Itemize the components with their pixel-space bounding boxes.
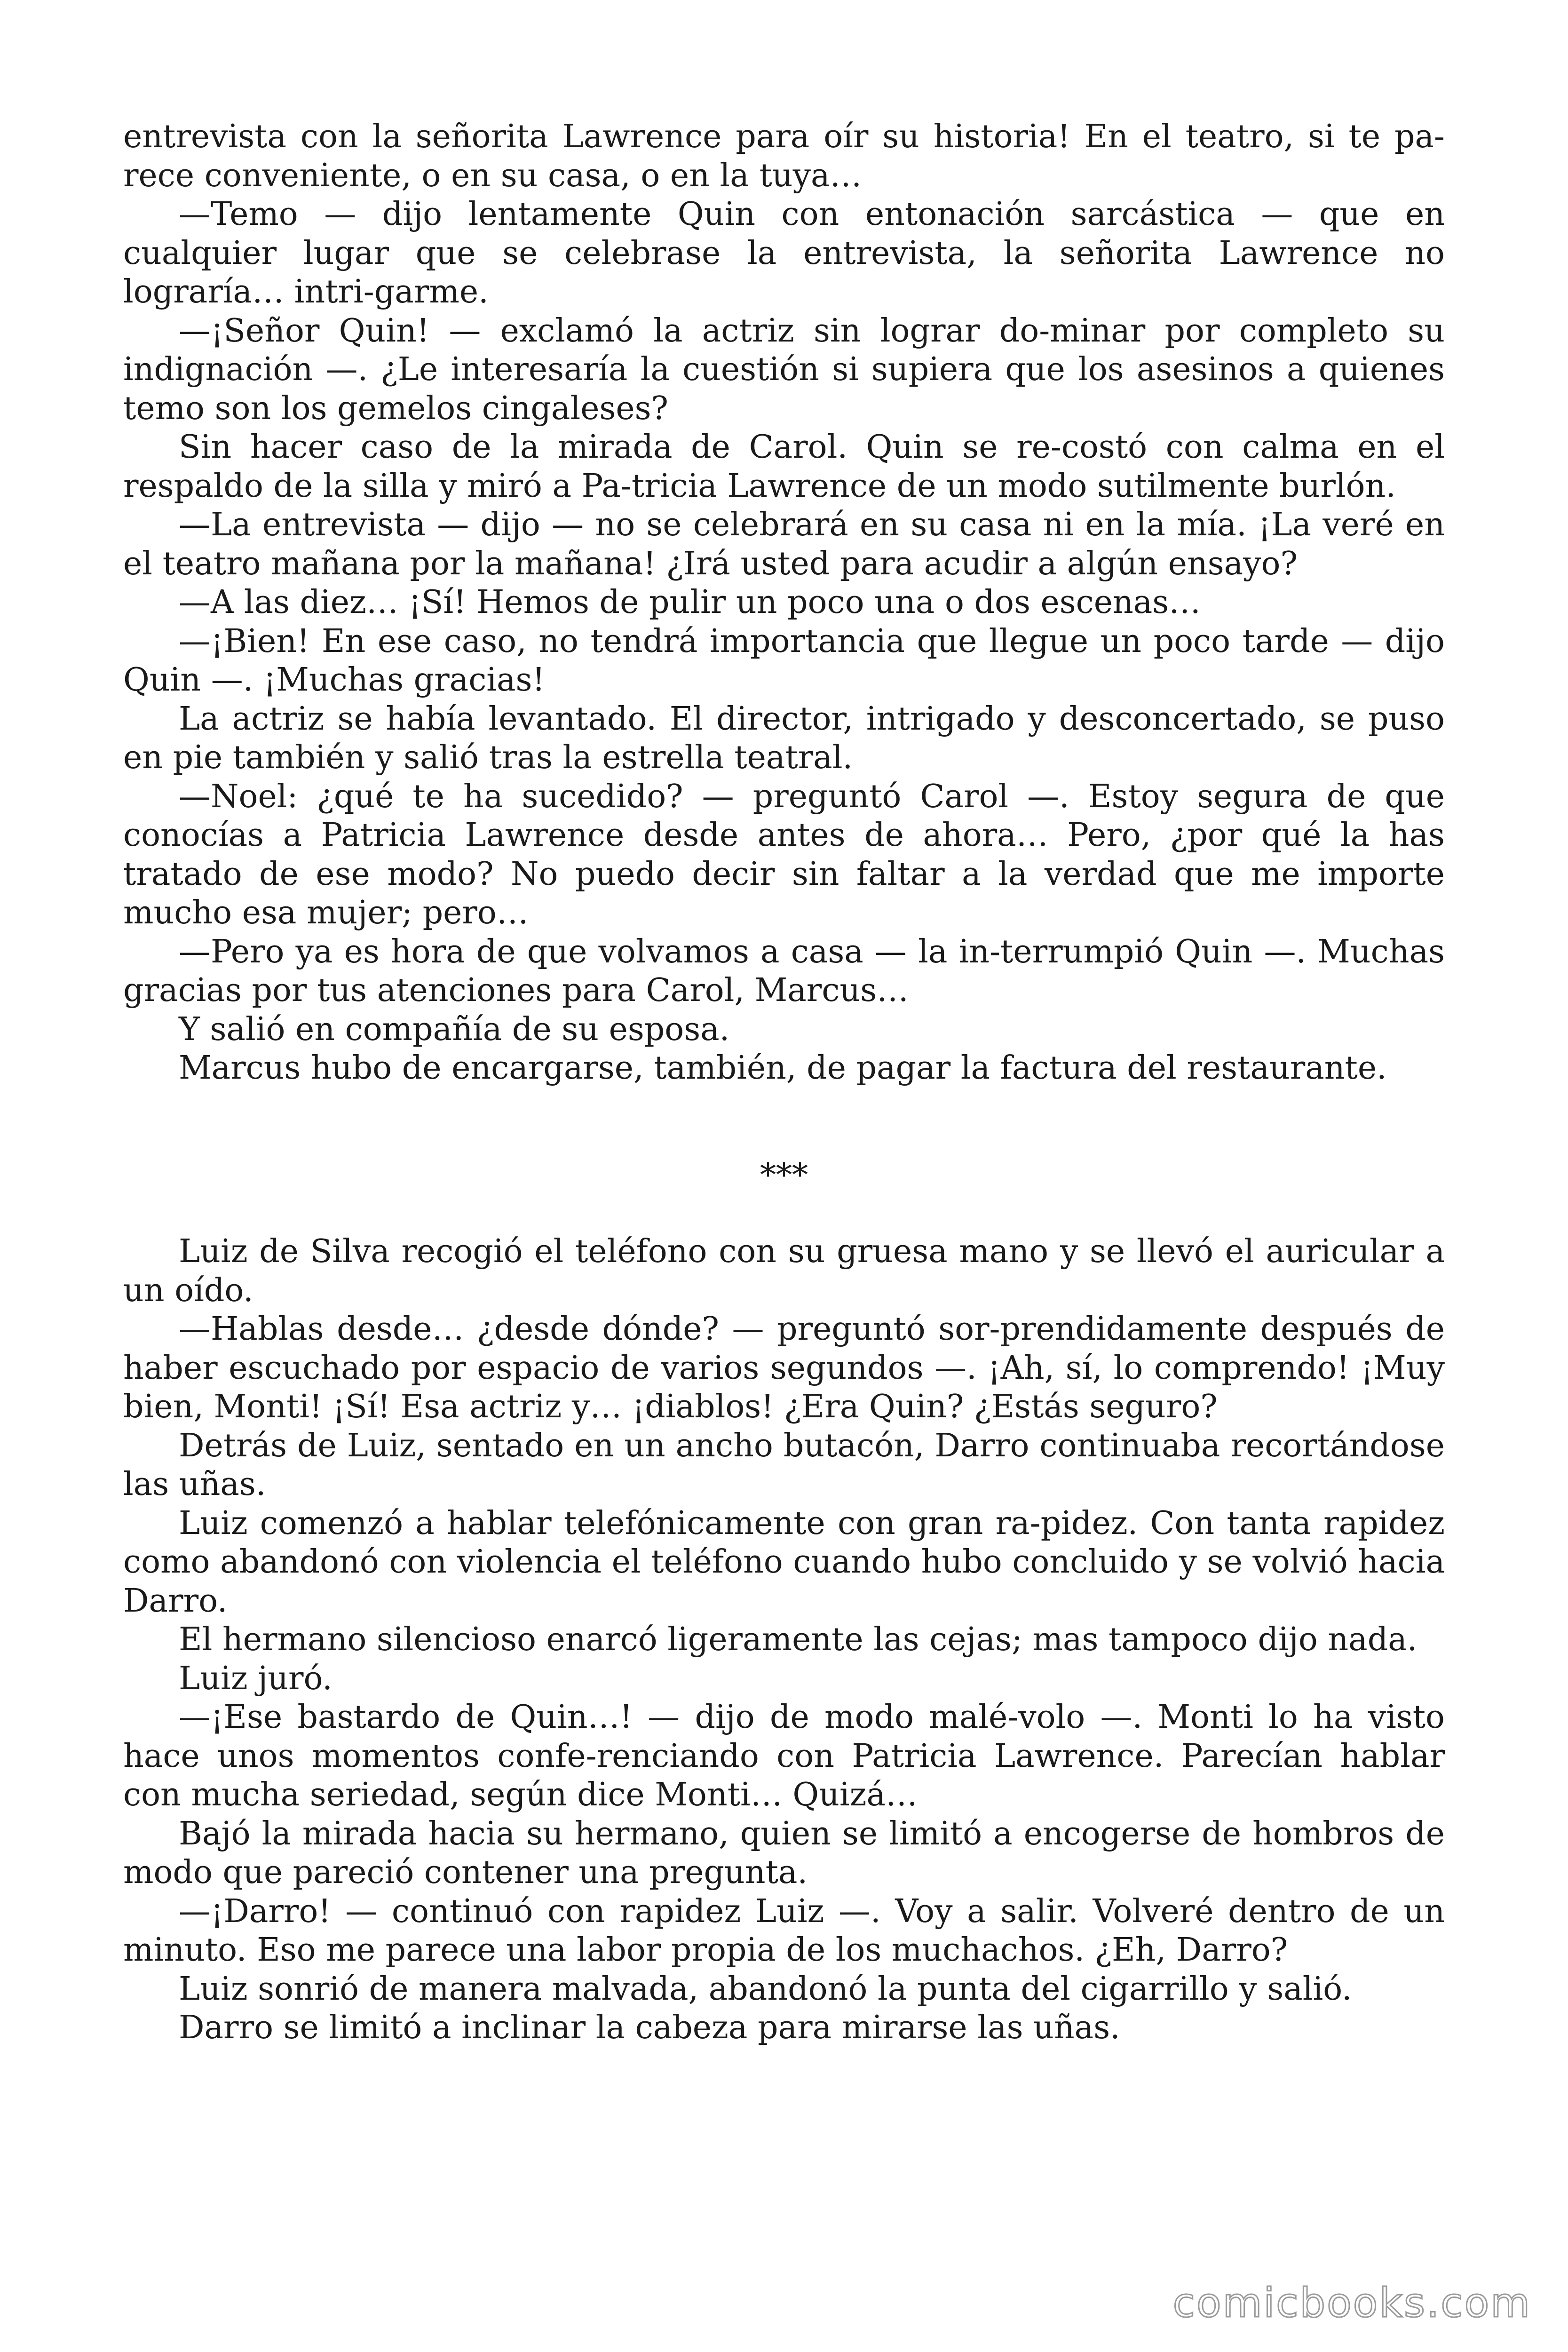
paragraph: Bajó la mirada hacia su hermano, quien se limitó a encogerse de hombros de modo que pareció contener una pregunta. [123, 1815, 1445, 1891]
paragraph: Marcus hubo de encargarse, también, de pagar la factura del restaurante. [179, 1049, 1387, 1087]
paragraph: Sin hacer caso de la mirada de Carol. Quin se re-costó con calma en el respaldo de la silla y miró a Pa-tricia Lawrence de un modo sutilmente burlón. [123, 429, 1445, 505]
paragraph: Detrás de Luiz, sentado en un ancho butacón, Darro continuaba recortándose las uñas. [123, 1427, 1445, 1503]
text-block-top [123, 118, 1445, 1088]
paragraph: entrevista con la señorita Lawrence para oír su historia! En el teatro, si te pa-rece conveniente, o en su casa, o en la tuya… [123, 118, 1445, 194]
paragraph: Luiz sonrió de manera malvada, abandonó la punta del cigarrillo y salió. [179, 1970, 1352, 2008]
text-block-bottom [123, 1232, 1445, 2048]
paragraph: —A las diez… ¡Sí! Hemos de pulir un poco una o dos escenas… [179, 584, 1201, 621]
paragraph: La actriz se había levantado. El director, intrigado y desconcertado, se puso en pie también y salió tras la estrella teatral. [123, 700, 1445, 776]
paragraph: Luiz comenzó a hablar telefónicamente con gran ra-pidez. Con tanta rapidez como abandonó con violencia el teléfono cuando hubo concluido y se volvió hacia Darro. [123, 1504, 1445, 1620]
paragraph: El hermano silencioso enarcó ligeramente las cejas; mas tampoco dijo nada. [179, 1621, 1418, 1658]
paragraph: Luiz juró. [179, 1660, 333, 1697]
section-separator: *** [760, 1157, 808, 1194]
paragraph: —¡Señor Quin! — exclamó la actriz sin lograr do-minar por completo su indignación —. ¿Le interesaría la cuestión si supiera que los asesinos a quienes temo son los gemelos cingaleses? [123, 312, 1445, 427]
paragraph: —Pero ya es hora de que volvamos a casa — la in-terrumpió Quin —. Muchas gracias por tus atenciones para Carol, Marcus… [123, 933, 1445, 1009]
paragraph: —Hablas desde… ¿desde dónde? — preguntó sor-prendidamente después de haber escuchado por espacio de varios segundos —. ¡Ah, sí, lo comprendo! ¡Muy bien, Monti! ¡Sí! Esa actriz y… ¡diablos! ¿Era Quin? ¿Estás seguro? [123, 1311, 1445, 1425]
watermark-logo: comicbooks.com [1172, 2280, 1531, 2327]
paragraph: Y salió en compañía de su esposa. [179, 1010, 730, 1048]
paragraph: —¡Bien! En ese caso, no tendrá importancia que llegue un poco tarde — dijo Quin —. ¡Muchas gracias! [123, 622, 1445, 699]
paragraph: —¡Darro! — continuó con rapidez Luiz —. Voy a salir. Volveré dentro de un minuto. Eso me parece una labor propia de los muchachos. ¿Eh, Darro? [123, 1892, 1445, 1969]
paragraph: —Temo — dijo lentamente Quin con entonación sarcástica — que en cualquier lugar que se celebrase la entrevista, la señorita Lawrence no lograría… intri-garme. [123, 196, 1445, 310]
paragraph: Luiz de Silva recogió el teléfono con su gruesa mano y se llevó el auricular a un oído. [123, 1233, 1445, 1309]
paragraph: —Noel: ¿qué te ha sucedido? — preguntó Carol —. Estoy segura de que conocías a Patricia Lawrence desde antes de ahora… Pero, ¿por qué la has tratado de ese modo? No puedo decir sin faltar a la verdad que me importe mucho esa mujer; pero… [123, 778, 1445, 931]
paragraph: —¡Ese bastardo de Quin…! — dijo de modo malé-volo —. Monti lo ha visto hace unos momentos confe-renciando con Patricia Lawrence. Parecían hablar con mucha seriedad, según dice Monti… Quizá… [123, 1699, 1445, 1813]
paragraph: Darro se limitó a inclinar la cabeza para mirarse las uñas. [179, 2009, 1120, 2046]
paragraph: —La entrevista — dijo — no se celebrará en su casa ni en la mía. ¡La veré en el teatro mañana por la mañana! ¿Irá usted para acudir a algún ensayo? [123, 506, 1445, 582]
